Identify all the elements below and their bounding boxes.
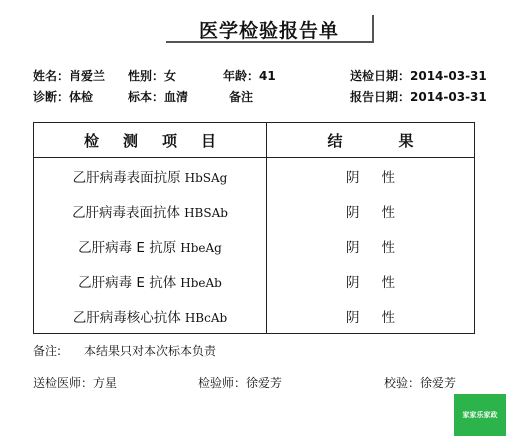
result-header-char: 果 <box>398 131 414 150</box>
specimen: 标本：血清 <box>128 90 189 104</box>
patient-name: 姓名：肖爱兰 <box>33 69 106 83</box>
result-char: 性 <box>381 204 395 221</box>
patient-gender: 性别：女 <box>128 69 177 83</box>
result-char: 阴 <box>346 239 360 256</box>
test-item <box>34 298 267 334</box>
test-name: 乙肝病毒表面抗原 <box>72 169 181 186</box>
test-abbr: HBcAb <box>184 310 228 325</box>
title-box <box>166 15 374 43</box>
logo-text: 家家乐家政 <box>462 411 498 419</box>
result-char: 性 <box>381 239 395 256</box>
table-row <box>34 193 475 228</box>
test-abbr: HbeAg <box>180 240 222 255</box>
result-char: 性 <box>381 274 395 291</box>
test-abbr: HbSAg <box>184 170 228 185</box>
checker: 校验：徐爱芳 <box>384 376 457 390</box>
test-item <box>34 158 267 194</box>
test-result <box>267 263 475 298</box>
table-header-row <box>34 123 475 158</box>
table-row <box>34 263 475 298</box>
test-name: 乙肝病毒表面抗体 <box>72 204 181 221</box>
test-result <box>267 158 475 194</box>
test-name: 乙肝病毒 E 抗原 <box>78 239 177 256</box>
test-name: 乙肝病毒核心抗体 <box>72 309 181 326</box>
table-row <box>34 158 475 194</box>
test-result <box>267 193 475 228</box>
test-item <box>34 193 267 228</box>
item-header-char: 检 <box>83 131 99 150</box>
test-result <box>267 298 475 334</box>
item-header <box>34 123 267 158</box>
report-date: 报告日期：2014-03-31 <box>350 90 487 104</box>
diagnosis: 诊断：体检 <box>33 90 94 104</box>
submitting-doctor: 送检医师：方星 <box>33 376 118 390</box>
patient-age: 年龄：41 <box>223 69 276 83</box>
note-text: 本结果只对本次标本负责 <box>84 344 217 358</box>
test-item <box>34 228 267 263</box>
result-char: 性 <box>381 169 395 186</box>
test-abbr: HbeAb <box>180 275 222 290</box>
item-header-char: 项 <box>162 131 178 150</box>
item-header-char: 目 <box>201 131 217 150</box>
table-row <box>34 228 475 263</box>
result-char: 性 <box>381 309 395 326</box>
submit-date: 送检日期：2014-03-31 <box>350 69 487 83</box>
result-char: 阴 <box>346 204 360 221</box>
test-item <box>34 263 267 298</box>
remarks-label: 备注 <box>229 90 254 104</box>
examiner: 检验师：徐爱芳 <box>198 376 283 390</box>
table-row <box>34 298 475 334</box>
report-title: 医学检验报告单 <box>198 20 339 42</box>
result-header-char: 结 <box>327 131 343 150</box>
result-char: 阴 <box>346 274 360 291</box>
item-header-char: 测 <box>122 131 138 150</box>
watermark-logo <box>454 394 506 436</box>
result-char: 阴 <box>346 309 360 326</box>
result-char: 阴 <box>346 169 360 186</box>
note-label: 备注: <box>33 344 62 358</box>
test-abbr: HBSAb <box>184 205 228 220</box>
results-table <box>33 122 475 334</box>
result-header <box>267 123 475 158</box>
test-name: 乙肝病毒 E 抗体 <box>78 274 177 291</box>
test-result <box>267 228 475 263</box>
